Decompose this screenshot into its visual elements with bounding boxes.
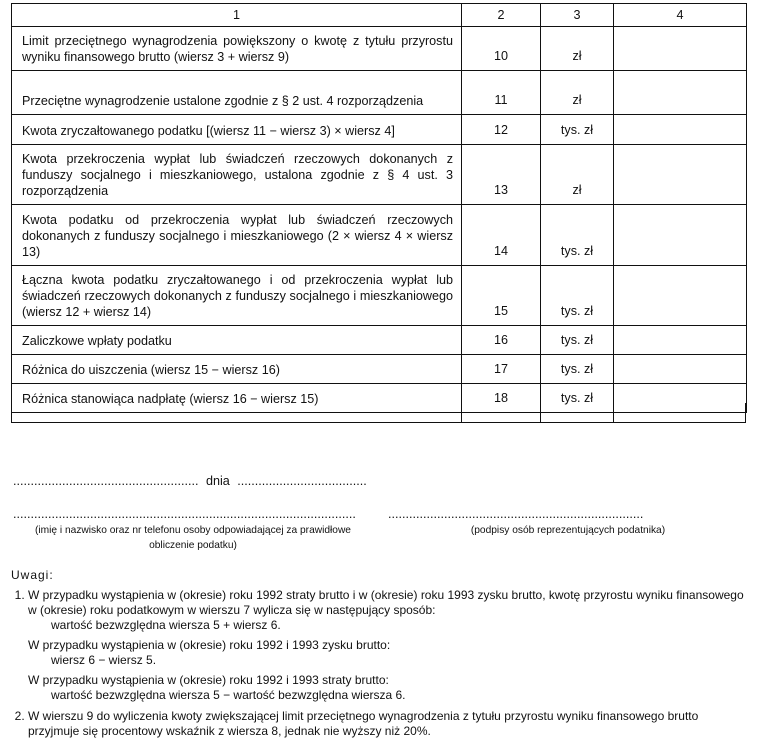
row-number: 16 <box>462 326 541 355</box>
row-number: 17 <box>462 355 541 384</box>
row-value-field[interactable] <box>614 355 747 384</box>
row-value-field[interactable] <box>614 115 747 145</box>
table-row <box>12 115 747 145</box>
tax-calculation-table <box>11 3 747 413</box>
row-description: Różnica do uiszczenia (wiersz 15 − wiersz 16) <box>12 355 462 384</box>
row-description: Kwota zryczałtowanego podatku [(wiersz 11 − wiersz 3) × wiersz 4] <box>12 115 462 145</box>
row-number: 13 <box>462 145 541 205</box>
row-value-field[interactable] <box>614 205 747 266</box>
notes-section <box>11 568 751 745</box>
row-description: Zaliczkowe wpłaty podatku <box>12 326 462 355</box>
row-number: 11 <box>462 71 541 115</box>
table-row <box>12 205 747 266</box>
note-1-formula-2: wiersz 6 − wiersz 5. <box>51 653 157 667</box>
row-unit: tys. zł <box>541 115 614 145</box>
row-number: 18 <box>462 384 541 413</box>
note-1-case-3: W przypadku wystąpienia w (okresie) roku 1992 i 1993 straty brutto: <box>28 673 389 687</box>
table-header-row <box>12 4 747 27</box>
row-unit: tys. zł <box>541 326 614 355</box>
signature-taxpayer-caption: (podpisy osób reprezentujących podatnika) <box>470 525 666 536</box>
column-divider <box>461 403 462 422</box>
notes-heading: Uwagi: <box>11 568 54 582</box>
note-2-text: 2. W wierszu 9 do wyliczenia kwoty zwiększającej limit przeciętnego wynagrodzenia z tytułu przyrostu wyniku finansowego brutto przyjmuje się procentowy wskaźnik z wiersza 8, jednak nie wyższy niż 20%. <box>28 709 699 738</box>
row-unit: tys. zł <box>541 205 614 266</box>
row-number: 12 <box>462 115 541 145</box>
date-line <box>13 474 367 488</box>
note-item-1 <box>28 588 751 703</box>
signature-taxpayer <box>388 507 748 538</box>
row-value-field[interactable] <box>614 71 747 115</box>
row-description: Przeciętne wynagrodzenie ustalone zgodnie z § 2 ust. 4 rozporządzenia <box>12 71 462 115</box>
date-label: dnia <box>205 474 230 488</box>
table-row <box>12 266 747 326</box>
table-row <box>12 27 747 71</box>
row-description: Limit przeciętnego wynagrodzenia powiększony o kwotę z tytułu przyrostu wyniku finansowego brutto (wiersz 3 + wiersz 9) <box>12 27 462 71</box>
column-divider <box>613 403 614 422</box>
row-description: Łączna kwota podatku zryczałtowanego i od przekroczenia wypłat lub świadczeń rzeczowych dokonanych z funduszy socjalnego i mieszkaniowego (wiersz 12 + wiersz 14) <box>12 266 462 326</box>
place-dots[interactable]: ..................................................... <box>13 474 199 488</box>
row-description: Różnica stanowiąca nadpłatę (wiersz 16 − wiersz 15) <box>12 384 462 413</box>
row-number: 15 <box>462 266 541 326</box>
note-1-case-2: W przypadku wystąpienia w (okresie) roku 1992 i 1993 zysku brutto: <box>28 638 391 652</box>
row-unit: zł <box>541 71 614 115</box>
row-number: 14 <box>462 205 541 266</box>
row-unit: tys. zł <box>541 355 614 384</box>
row-number: 10 <box>462 27 541 71</box>
row-value-field[interactable] <box>614 266 747 326</box>
row-unit: zł <box>541 27 614 71</box>
header-col-4: 4 <box>614 4 747 27</box>
row-value-field[interactable] <box>614 27 747 71</box>
column-divider <box>540 403 541 422</box>
signature-taxpayer-dots[interactable]: ......................................................................... <box>388 507 644 521</box>
row-value-field[interactable] <box>614 326 747 355</box>
note-1-intro: 1. W przypadku wystąpienia w (okresie) roku 1992 straty brutto i w (okresie) roku 1993 zysku brutto, kwotę przyrostu wyniku finansowego w (okresie) roku podatkowym w wierszu 7 wylicza się w następujący sposób: <box>28 588 744 617</box>
row-description: Kwota przekroczenia wypłat lub świadczeń rzeczowych dokonanych z funduszy socjalnego i mieszkaniowego, ustalona zgodnie z § 4 ust. 3 rozporządzenia <box>12 145 462 205</box>
note-1-formula-1: wartość bezwzględna wiersza 5 + wiersz 6. <box>51 618 281 632</box>
row-unit: tys. zł <box>541 384 614 413</box>
table-row <box>12 355 747 384</box>
note-1-formula-3: wartość bezwzględna wiersza 5 − wartość bezwzględna wiersza 6. <box>51 688 406 702</box>
row-value-field[interactable] <box>614 145 747 205</box>
date-dots[interactable]: ..................................... <box>237 474 367 488</box>
signature-responsible-caption: (imię i nazwisko oraz nr telefonu osoby odpowiadającej za prawidłowe <box>35 525 351 536</box>
table-bottom-spacer <box>11 403 746 423</box>
table-row <box>12 71 747 115</box>
header-col-2: 2 <box>462 4 541 27</box>
signature-responsible-dots[interactable]: .................................................................................................. <box>13 507 356 521</box>
signature-responsible <box>13 507 373 553</box>
table-row <box>12 326 747 355</box>
row-unit: zł <box>541 145 614 205</box>
row-description: Kwota podatku od przekroczenia wypłat lub świadczeń rzeczowych dokonanych z funduszy socjalnego i mieszkaniowego (2 × wiersz 4 × wiersz 13) <box>12 205 462 266</box>
note-item-2 <box>28 709 751 739</box>
header-col-3: 3 <box>541 4 614 27</box>
header-col-1: 1 <box>12 4 462 27</box>
signature-responsible-caption-2: obliczenie podatku) <box>149 540 237 551</box>
row-unit: tys. zł <box>541 266 614 326</box>
table-row <box>12 145 747 205</box>
